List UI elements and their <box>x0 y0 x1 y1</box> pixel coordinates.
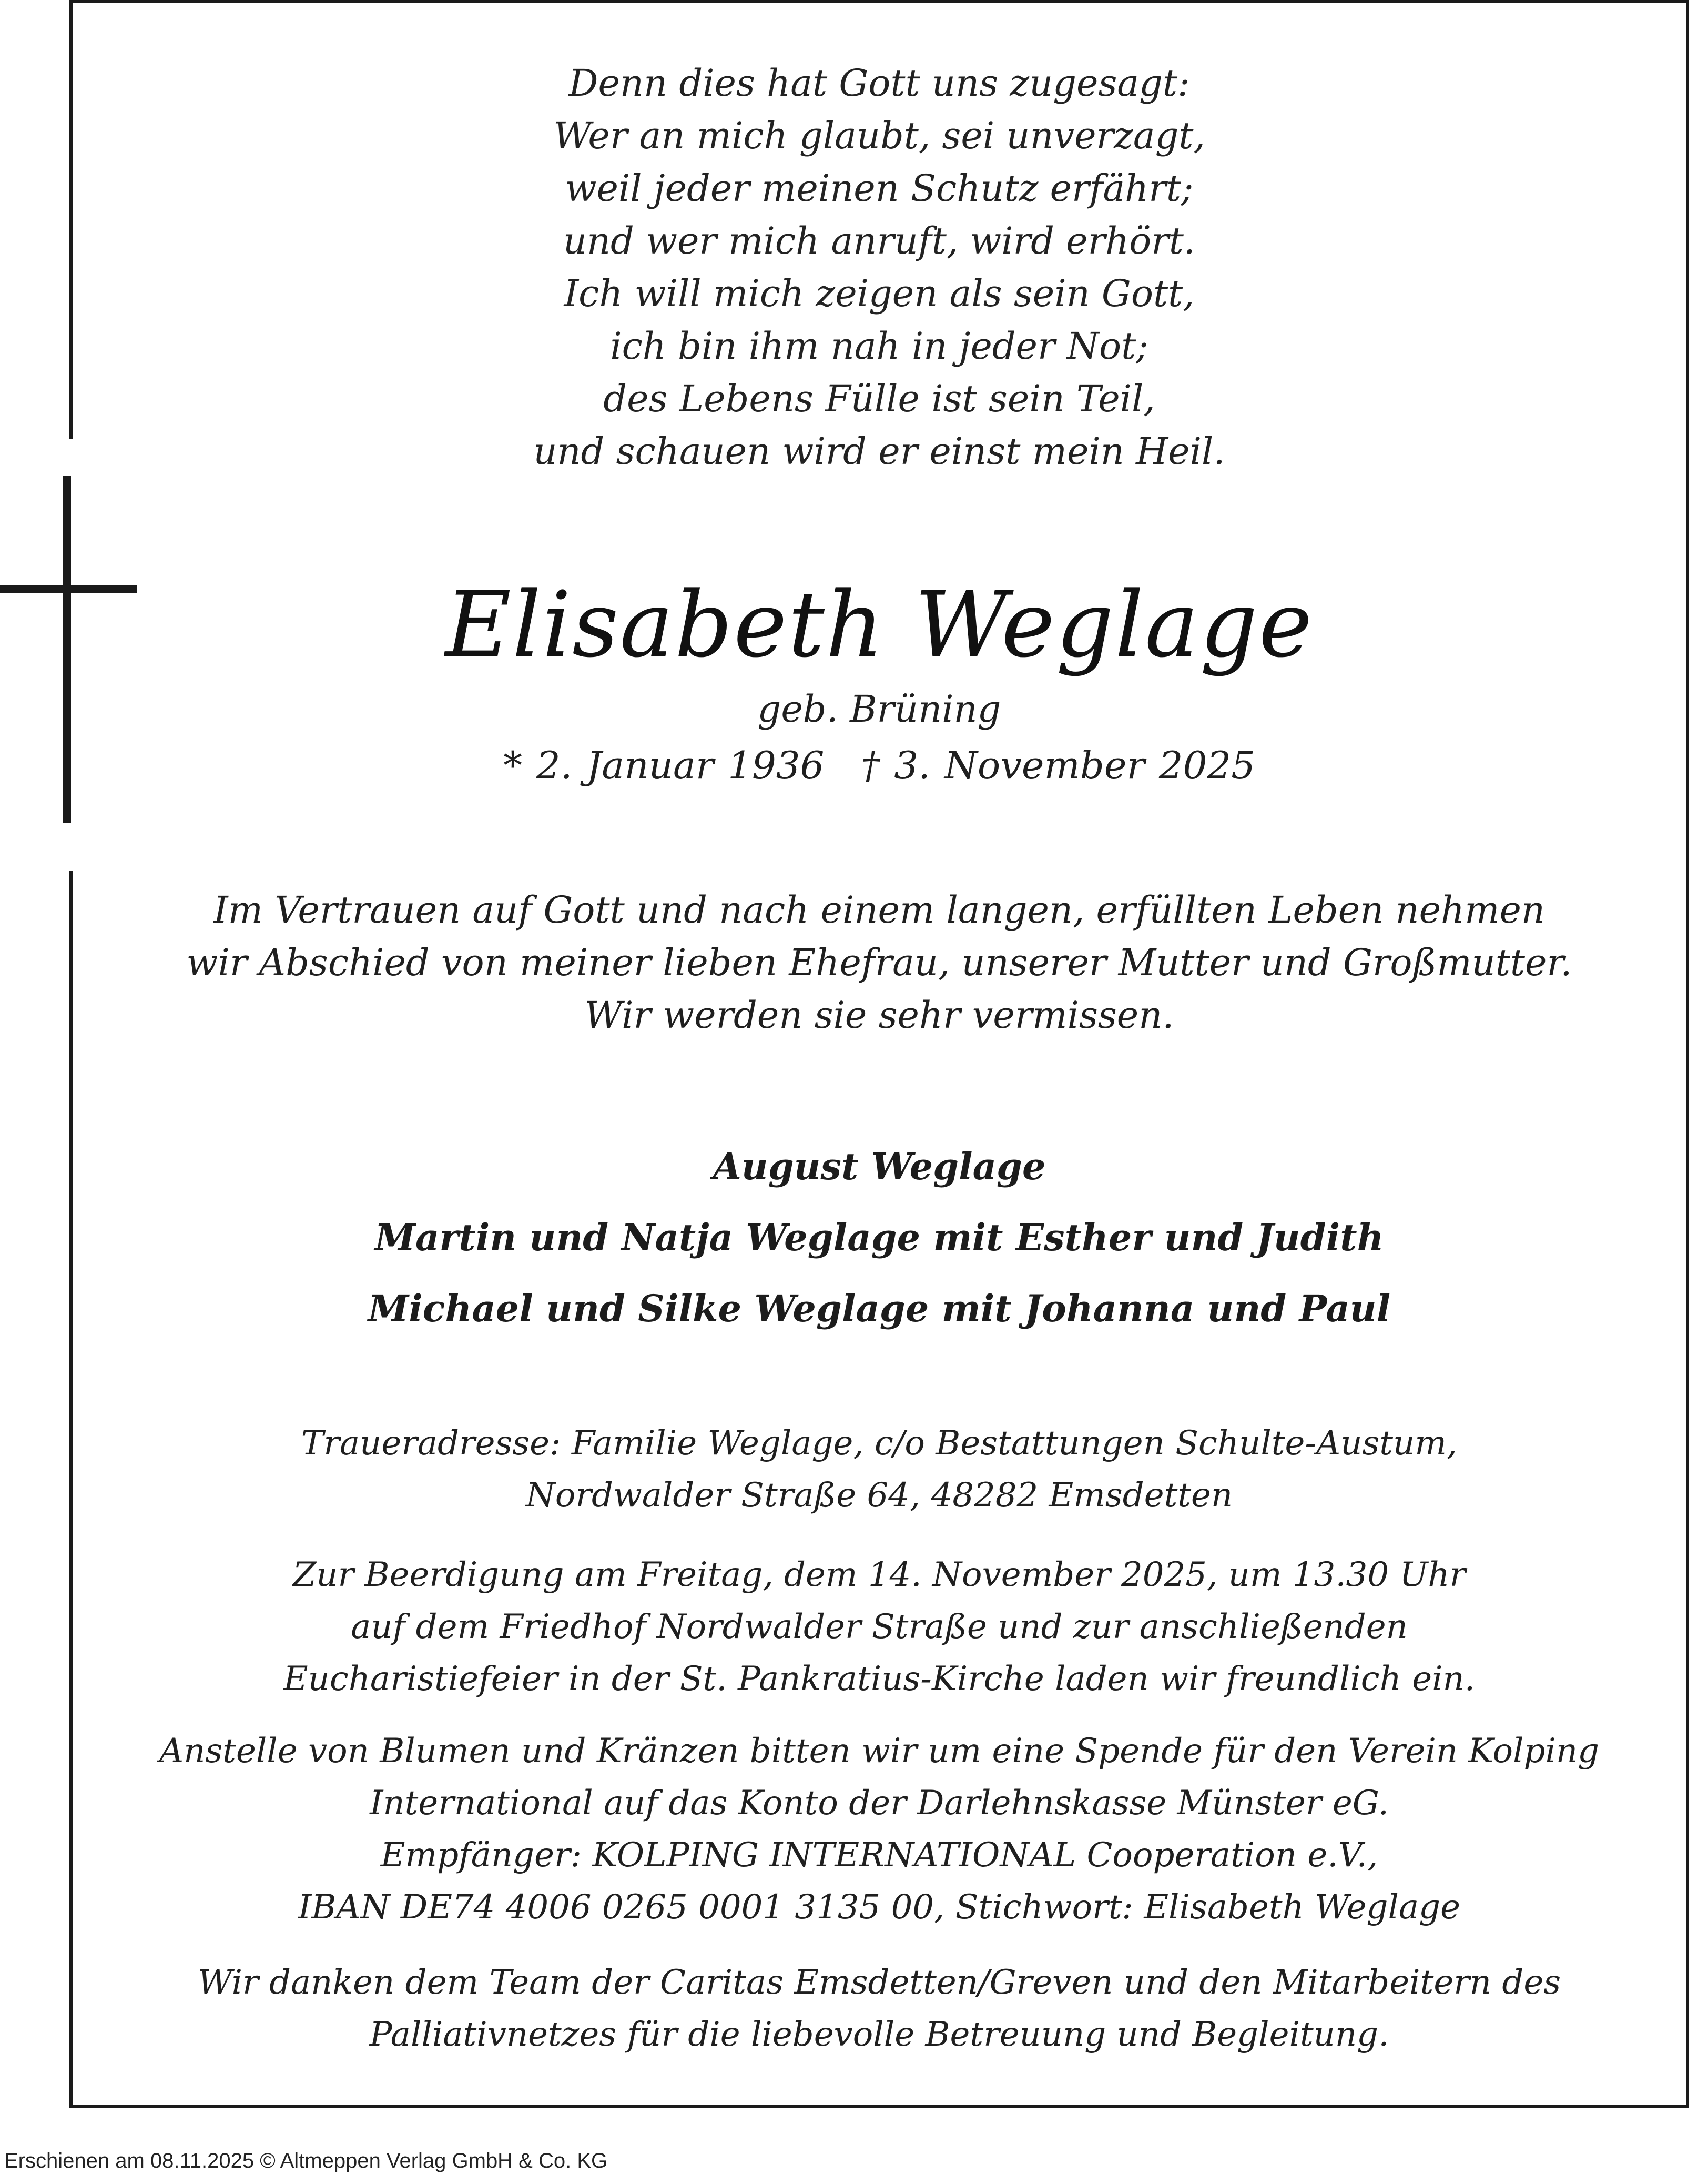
address-line: Traueradresse: Familie Weglage, c/o Bestattungen Schulte-Austum, <box>301 1424 1458 1463</box>
deceased-name: Elisabeth Weglage <box>445 572 1314 678</box>
intro-text <box>69 884 1689 1042</box>
birth-name: geb. Brüning <box>757 687 1001 731</box>
address-line: Nordwalder Straße 64, 48282 Emsdetten <box>525 1476 1233 1515</box>
death-date: † 3. November 2025 <box>861 743 1256 787</box>
intro-line: Im Vertrauen auf Gott und nach einem langen, erfüllten Leben nehmen <box>213 888 1546 932</box>
thanks-text <box>69 1957 1689 2061</box>
funeral-line: Eucharistiefeier in der St. Pankratius-Kirche laden wir freundlich ein. <box>283 1660 1476 1698</box>
life-dates <box>69 739 1689 792</box>
funeral-line: Zur Beerdigung am Freitag, dem 14. November 2025, um 13.30 Uhr <box>292 1555 1466 1594</box>
birth-date: * 2. Januar 1936 <box>503 743 825 787</box>
verse-line: Denn dies hat Gott uns zugesagt: <box>568 62 1190 105</box>
verse-line: und schauen wird er einst mein Heil. <box>533 430 1225 473</box>
funeral-info <box>69 1549 1689 1705</box>
verse-line: des Lebens Fülle ist sein Teil, <box>603 377 1155 420</box>
verse-line: und wer mich anruft, wird erhört. <box>563 219 1196 262</box>
donation-info <box>69 1725 1689 1934</box>
verse-line: Ich will mich zeigen als sein Gott, <box>564 272 1195 315</box>
mourner: Martin und Natja Weglage mit Esther und Judith <box>374 1216 1384 1259</box>
publication-footer: Erschienen am 08.11.2025 © Altmeppen Verlag GmbH & Co. KG <box>4 2149 608 2172</box>
mourning-address <box>69 1418 1689 1522</box>
verse-line: Wer an mich glaubt, sei unverzagt, <box>553 114 1205 157</box>
donation-line: International auf das Konto der Darlehnskasse Münster eG. <box>370 1784 1389 1823</box>
donation-line: Anstelle von Blumen und Kränzen bitten wir um eine Spende für den Verein Kolping <box>159 1732 1600 1771</box>
funeral-line: auf dem Friedhof Nordwalder Straße und zur anschließenden <box>351 1607 1408 1646</box>
thanks-line: Palliativnetzes für die liebevolle Betreuung und Begleitung. <box>369 2015 1389 2054</box>
verse-line: ich bin ihm nah in jeder Not; <box>610 325 1148 368</box>
bible-verse <box>69 57 1689 478</box>
intro-line: wir Abschied von meiner lieben Ehefrau, unserer Mutter und Großmutter. <box>186 941 1572 984</box>
mourner: August Weglage <box>713 1145 1046 1188</box>
mourner: Michael und Silke Weglage mit Johanna und Paul <box>368 1287 1391 1330</box>
donation-line: Empfänger: KOLPING INTERNATIONAL Cooperation e.V., <box>380 1836 1378 1875</box>
thanks-line: Wir danken dem Team der Caritas Emsdetten/Greven und den Mitarbeitern des <box>197 1963 1561 2002</box>
mourners-list <box>69 1131 1689 1344</box>
donation-line: IBAN DE74 4006 0265 0001 3135 00, Stichwort: Elisabeth Weglage <box>298 1888 1460 1927</box>
verse-line: weil jeder meinen Schutz erfährt; <box>565 167 1194 210</box>
intro-line: Wir werden sie sehr vermissen. <box>584 994 1174 1037</box>
